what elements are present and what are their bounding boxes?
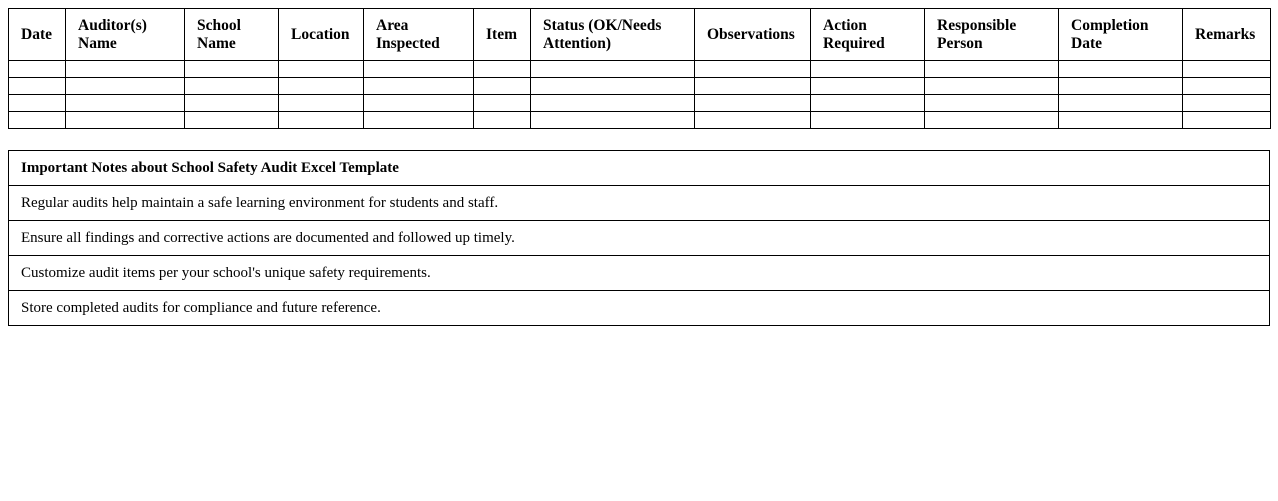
table-cell[interactable] xyxy=(474,112,531,129)
table-cell[interactable] xyxy=(1183,95,1271,112)
header-action-required: Action Required xyxy=(811,9,925,61)
table-cell[interactable] xyxy=(695,95,811,112)
table-cell[interactable] xyxy=(364,112,474,129)
table-cell[interactable] xyxy=(531,61,695,78)
header-status: Status (OK/Needs Attention) xyxy=(531,9,695,61)
header-remarks: Remarks xyxy=(1183,9,1271,61)
notes-title-row xyxy=(9,151,1270,186)
table-row xyxy=(9,95,1271,112)
table-cell[interactable] xyxy=(185,61,279,78)
header-responsible-person: Responsible Person xyxy=(925,9,1059,61)
table-cell[interactable] xyxy=(811,112,925,129)
note-item: Customize audit items per your school's unique safety requirements. xyxy=(9,256,1270,291)
table-cell[interactable] xyxy=(695,61,811,78)
table-cell[interactable] xyxy=(185,112,279,129)
table-cell[interactable] xyxy=(811,61,925,78)
notes-table xyxy=(8,150,1270,326)
header-date: Date xyxy=(9,9,66,61)
table-row xyxy=(9,78,1271,95)
audit-table xyxy=(8,8,1271,129)
header-location: Location xyxy=(279,9,364,61)
table-cell[interactable] xyxy=(925,78,1059,95)
table-cell[interactable] xyxy=(1059,112,1183,129)
table-cell[interactable] xyxy=(1183,61,1271,78)
table-cell[interactable] xyxy=(279,95,364,112)
table-cell[interactable] xyxy=(279,112,364,129)
table-cell[interactable] xyxy=(66,112,185,129)
table-cell[interactable] xyxy=(364,78,474,95)
header-observations: Observations xyxy=(695,9,811,61)
table-cell[interactable] xyxy=(925,95,1059,112)
table-cell[interactable] xyxy=(811,78,925,95)
table-cell[interactable] xyxy=(531,78,695,95)
table-cell[interactable] xyxy=(364,95,474,112)
note-item: Store completed audits for compliance and future reference. xyxy=(9,291,1270,326)
table-cell[interactable] xyxy=(364,61,474,78)
table-row xyxy=(9,61,1271,78)
table-cell[interactable] xyxy=(66,95,185,112)
table-cell[interactable] xyxy=(279,61,364,78)
note-item: Regular audits help maintain a safe learning environment for students and staff. xyxy=(9,186,1270,221)
table-cell[interactable] xyxy=(9,95,66,112)
table-cell[interactable] xyxy=(811,95,925,112)
table-cell[interactable] xyxy=(531,112,695,129)
audit-table-body xyxy=(9,61,1271,129)
header-area-inspected: Area Inspected xyxy=(364,9,474,61)
note-row xyxy=(9,221,1270,256)
table-cell[interactable] xyxy=(474,78,531,95)
note-row xyxy=(9,186,1270,221)
table-cell[interactable] xyxy=(185,78,279,95)
table-cell[interactable] xyxy=(1183,112,1271,129)
table-cell[interactable] xyxy=(1183,78,1271,95)
table-cell[interactable] xyxy=(9,61,66,78)
table-cell[interactable] xyxy=(1059,61,1183,78)
table-cell[interactable] xyxy=(531,95,695,112)
table-row xyxy=(9,112,1271,129)
table-cell[interactable] xyxy=(695,112,811,129)
table-cell[interactable] xyxy=(925,112,1059,129)
table-cell[interactable] xyxy=(695,78,811,95)
table-cell[interactable] xyxy=(9,78,66,95)
table-cell[interactable] xyxy=(1059,95,1183,112)
table-cell[interactable] xyxy=(279,78,364,95)
header-completion-date: Completion Date xyxy=(1059,9,1183,61)
table-cell[interactable] xyxy=(925,61,1059,78)
header-item: Item xyxy=(474,9,531,61)
notes-title: Important Notes about School Safety Audit Excel Template xyxy=(9,151,1270,186)
header-row xyxy=(9,9,1271,61)
note-item: Ensure all findings and corrective actions are documented and followed up timely. xyxy=(9,221,1270,256)
table-cell[interactable] xyxy=(1059,78,1183,95)
table-cell[interactable] xyxy=(474,61,531,78)
note-row xyxy=(9,256,1270,291)
table-cell[interactable] xyxy=(66,61,185,78)
header-school-name: School Name xyxy=(185,9,279,61)
note-row xyxy=(9,291,1270,326)
table-cell[interactable] xyxy=(474,95,531,112)
table-cell[interactable] xyxy=(9,112,66,129)
table-cell[interactable] xyxy=(185,95,279,112)
header-auditor-name: Auditor(s) Name xyxy=(66,9,185,61)
table-cell[interactable] xyxy=(66,78,185,95)
